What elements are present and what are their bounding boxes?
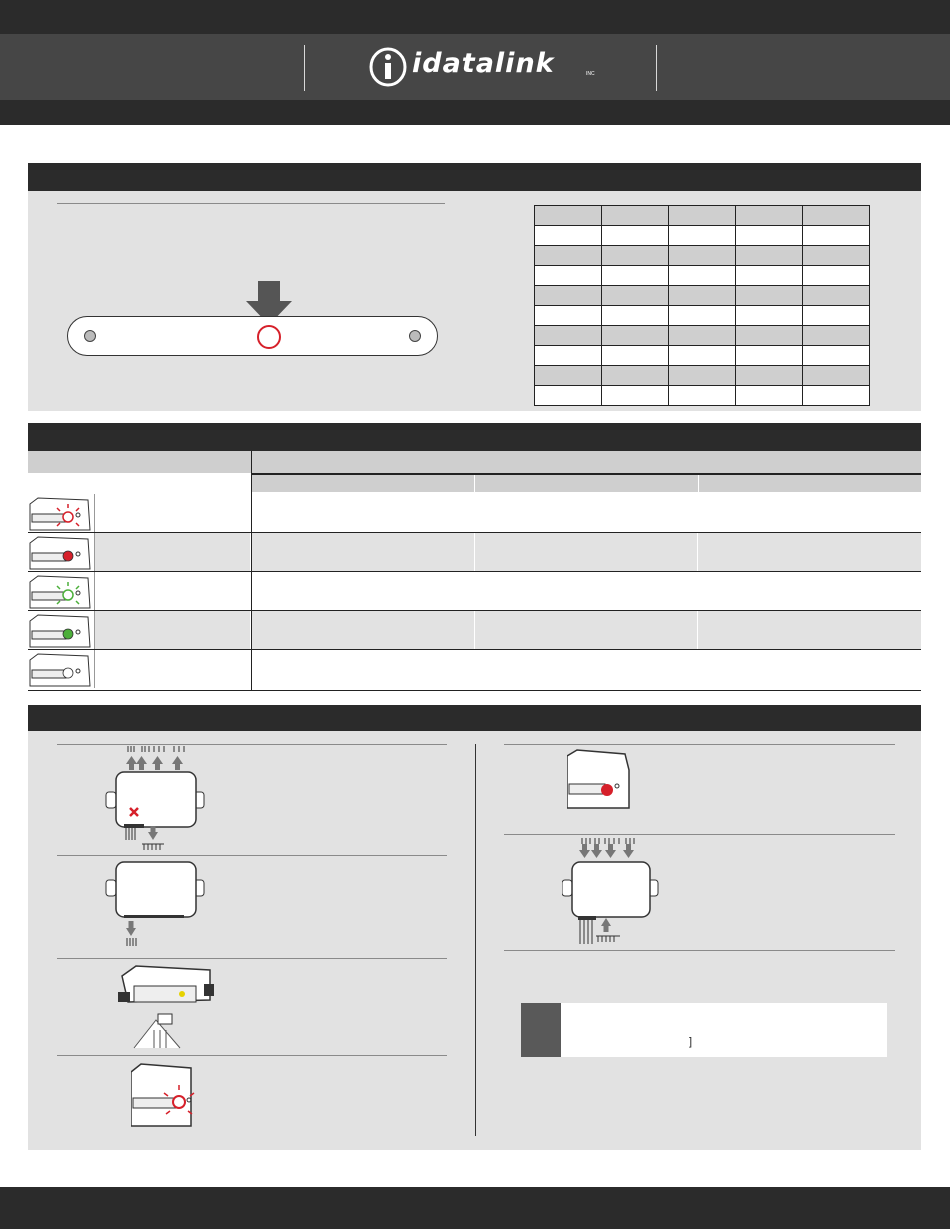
led-icon [28, 572, 94, 610]
led-table-header [28, 451, 921, 473]
led-icon [28, 494, 94, 532]
led-light [63, 512, 73, 522]
pin-table [534, 205, 870, 406]
led-thumbnail [28, 572, 95, 610]
connector-strip [67, 316, 438, 356]
led-cell [95, 533, 250, 571]
led-cell [475, 572, 697, 610]
led-cell [95, 611, 250, 649]
led-cell [698, 572, 921, 610]
table-row [535, 206, 870, 226]
led-cell [698, 533, 921, 571]
led-table-bottom [28, 690, 921, 691]
led-cell [95, 572, 250, 610]
table-row [535, 306, 870, 326]
header-top-band [0, 0, 950, 34]
led-cell [475, 494, 697, 532]
led-cell [698, 494, 921, 532]
section-3-divider [475, 744, 476, 1136]
note-mark: ] [689, 1036, 693, 1048]
led-cell [252, 494, 474, 532]
table-row [535, 386, 870, 406]
led-thumbnail [28, 533, 95, 571]
footer-band [0, 1187, 950, 1229]
module-led-red-flashing-icon [131, 1062, 211, 1132]
module-led-red-solid-icon [567, 748, 631, 812]
led-row-green-solid [28, 611, 921, 649]
led-row-red-solid [28, 533, 921, 571]
led-cell [698, 611, 921, 649]
table-row [535, 346, 870, 366]
section-1-header [28, 163, 921, 191]
header-bottom-band [0, 100, 950, 125]
led-icon [28, 650, 94, 688]
led-cell [252, 533, 474, 571]
led-light [63, 629, 73, 639]
led-light [63, 551, 73, 561]
module-reconnect-icon [562, 836, 672, 944]
module-disconnect-icon [104, 744, 214, 852]
note-box [521, 1003, 887, 1057]
led-cell [95, 650, 250, 688]
led-light [63, 668, 73, 678]
red-ring-icon [257, 325, 281, 349]
led-thumbnail [28, 650, 95, 688]
led-cell [475, 650, 697, 688]
step-rule [57, 855, 447, 856]
brand-suffix: INC [586, 71, 595, 77]
strip-hole-left [84, 330, 96, 342]
section-1-rule [57, 203, 445, 204]
led-thumbnail [28, 494, 95, 532]
table-row [535, 286, 870, 306]
table-row [535, 246, 870, 266]
led-cell [475, 533, 697, 571]
step-rule [504, 950, 895, 951]
module-icon [104, 858, 214, 948]
section-3-header [28, 705, 921, 731]
step-rule [504, 744, 895, 745]
note-tab [521, 1003, 561, 1057]
section-2-header [28, 423, 921, 451]
led-row-red-flashing [28, 494, 921, 532]
led-row-off [28, 650, 921, 688]
table-row [535, 326, 870, 346]
header-divider-left [304, 45, 305, 91]
led-icon [28, 611, 94, 649]
brand-logo-icon [368, 45, 412, 89]
table-row [535, 266, 870, 286]
led-light [63, 590, 73, 600]
led-cell [95, 494, 250, 532]
header-divider-right [656, 45, 657, 91]
table-row [535, 366, 870, 386]
module-connector-icon [114, 962, 224, 1052]
brand-logo [368, 45, 608, 89]
brand-name: idatalink [412, 48, 555, 79]
led-cell [475, 611, 697, 649]
subheader-divider [474, 475, 475, 492]
led-cell [252, 650, 474, 688]
step-rule [57, 958, 447, 959]
led-cell [252, 611, 474, 649]
led-icon [28, 533, 94, 571]
led-table-subheader [252, 473, 921, 492]
subheader-divider [698, 475, 699, 492]
led-cell [252, 572, 474, 610]
led-cell [698, 650, 921, 688]
step-rule [504, 834, 895, 835]
led-thumbnail [28, 611, 95, 649]
led-row-green-flashing [28, 572, 921, 610]
strip-hole-right [409, 330, 421, 342]
step-rule [57, 1055, 447, 1056]
table-row [535, 226, 870, 246]
